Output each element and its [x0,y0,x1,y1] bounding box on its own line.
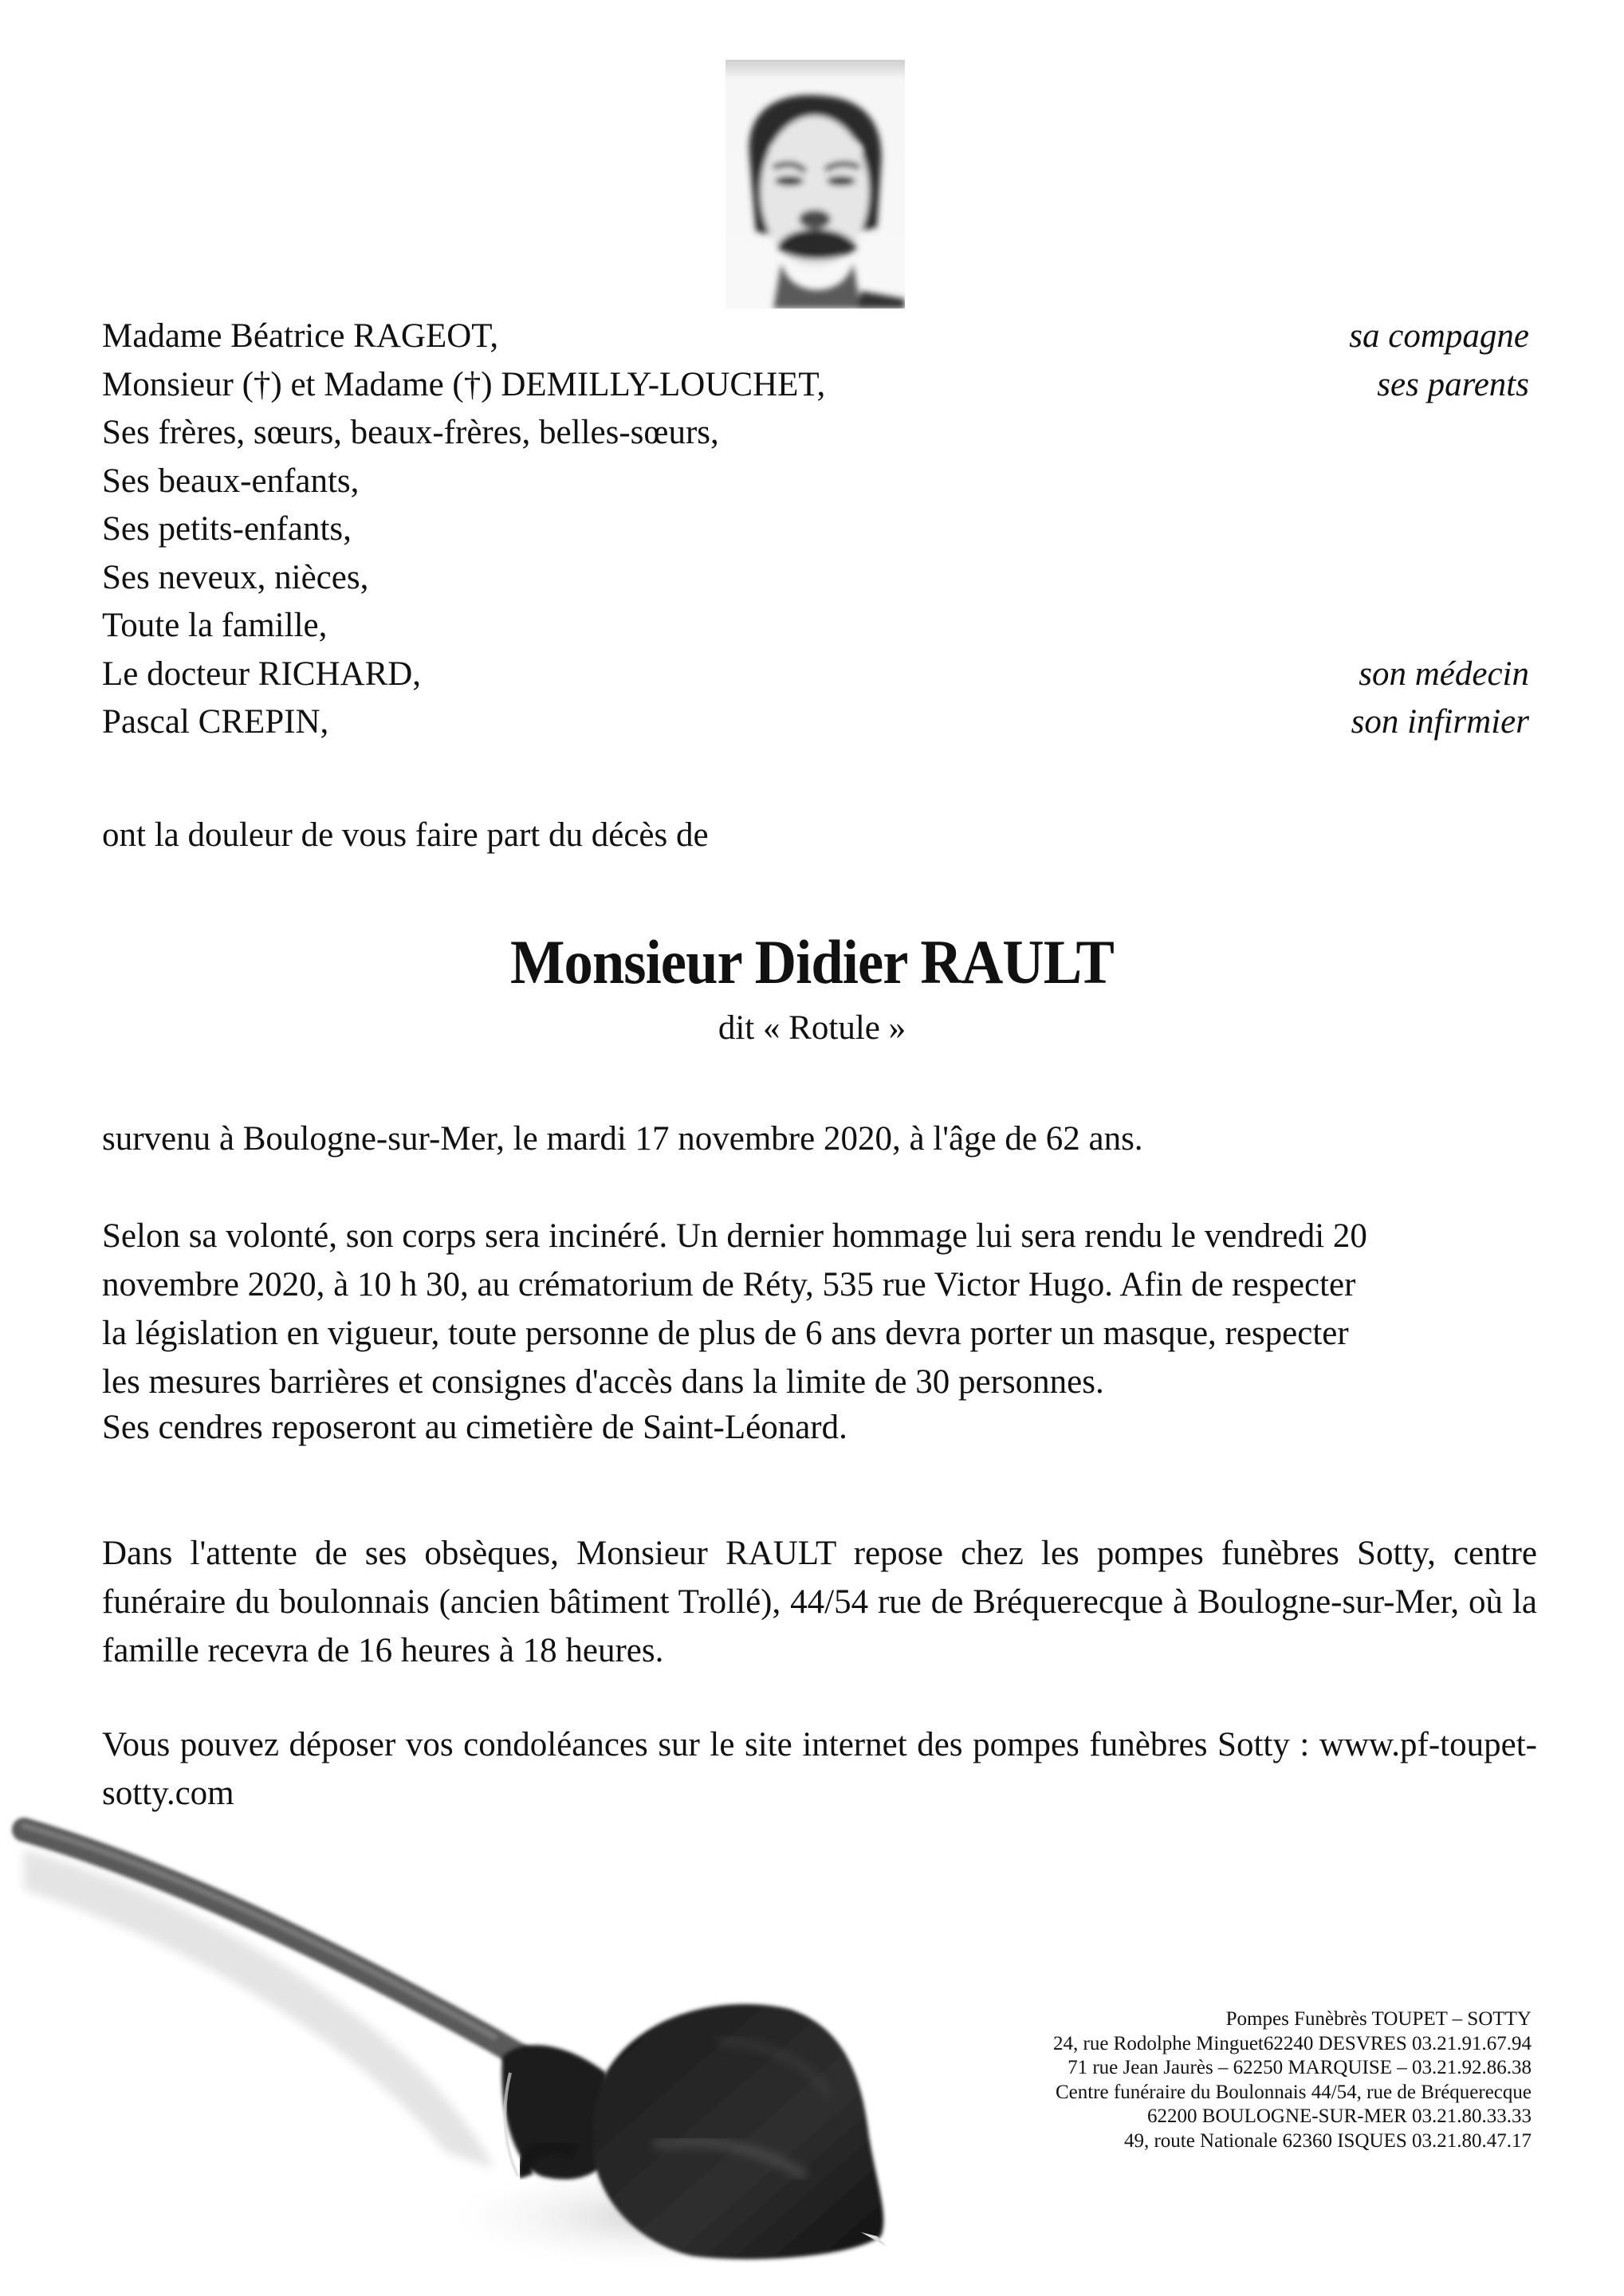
family-row [102,554,1529,603]
family-relation: son infirmier [1351,703,1529,741]
condolences-paragraph: Vous pouvez déposer vos condoléances sur le site internet des pompes funèbres Sotty : www.pf-toupet-sotty.com [102,1726,1537,1812]
flower-image [0,1802,957,2296]
family-relation: son médecin [1359,655,1529,693]
portrait-photo [725,60,905,309]
contact-line: Centre funéraire du Boulonnais 44/54, rue de Bréquerecque [1055,2081,1532,2103]
ceremony-line: Selon sa volonté, son corps sera incinéré. Un dernier hommage lui sera rendu le vendredi 20 [102,1217,1367,1255]
family-relation: ses parents [1377,365,1529,403]
ceremony-paragraph [102,1212,1537,1406]
family-member: Pascal CREPIN, [102,703,329,741]
contact-line: 71 rue Jean Jaurès – 62250 MARQUISE – 03.21.92.86.38 [1068,2057,1532,2078]
funeral-home-paragraph: Dans l'attente de ses obsèques, Monsieur RAULT repose chez les pompes funèbres Sotty, centre funéraire du boulonnais (ancien bâtiment Trollé), 44/54 rue de Bréquerecque à Boulogne-sur-Mer, où la famille recevra de 16 heures à 18 heures. [102,1535,1537,1669]
ceremony-line: la législation en vigueur, toute personne de plus de 6 ans devra porter un masque, respecter [102,1315,1349,1352]
family-list [102,313,1529,747]
ceremony-line: novembre 2020, à 10 h 30, au crématorium de Réty, 535 rue Victor Hugo. Afin de respecter [102,1266,1356,1303]
contact-line: 24, rue Rodolphe Minguet62240 DESVRES 03.21.91.67.94 [1053,2032,1532,2054]
family-row [102,698,1529,747]
contact-line: 62200 BOULOGNE-SUR-MER 03.21.80.33.33 [1147,2105,1532,2127]
family-member: Monsieur (†) et Madame (†) DEMILLY-LOUCHET, [102,365,826,403]
deceased-name: Monsieur Didier RAULT [509,927,1115,997]
family-member: Ses neveux, nièces, [102,558,369,596]
family-row [102,313,1529,361]
family-row [102,409,1529,458]
family-member: Ses beaux-enfants, [102,462,360,500]
family-row [102,361,1529,410]
death-paragraph: survenu à Boulogne-sur-Mer, le mardi 17 novembre 2020, à l'âge de 62 ans. [102,1120,1143,1158]
family-member: Le docteur RICHARD, [102,655,422,693]
calla-lily-illustration [0,1802,957,2296]
family-row [102,602,1529,651]
portrait-image [725,60,905,309]
funeral-home-contacts [1053,2007,1532,2153]
family-relation: sa compagne [1349,317,1529,355]
announcement-intro: ont la douleur de vous faire part du décès de [102,816,709,854]
family-member: Madame Béatrice RAGEOT, [102,317,499,355]
deceased-nickname: dit « Rotule » [718,1009,906,1047]
family-member: Ses petits-enfants, [102,510,352,548]
ceremony-line: les mesures barrières et consignes d'accès dans la limite de 30 personnes. [102,1363,1104,1401]
family-row [102,458,1529,506]
ashes-paragraph: Ses cendres reposeront au cimetière de Saint-Léonard. [102,1409,847,1446]
family-row [102,651,1529,699]
family-row [102,505,1529,554]
contact-line: 49, route Nationale 62360 ISQUES 03.21.80.47.17 [1123,2129,1532,2152]
funeral-home-name: Pompes Funèbrès TOUPET – SOTTY [1225,2008,1532,2030]
family-member: Ses frères, sœurs, beaux-frères, belles-sœurs, [102,414,719,451]
family-member: Toute la famille, [102,607,328,644]
